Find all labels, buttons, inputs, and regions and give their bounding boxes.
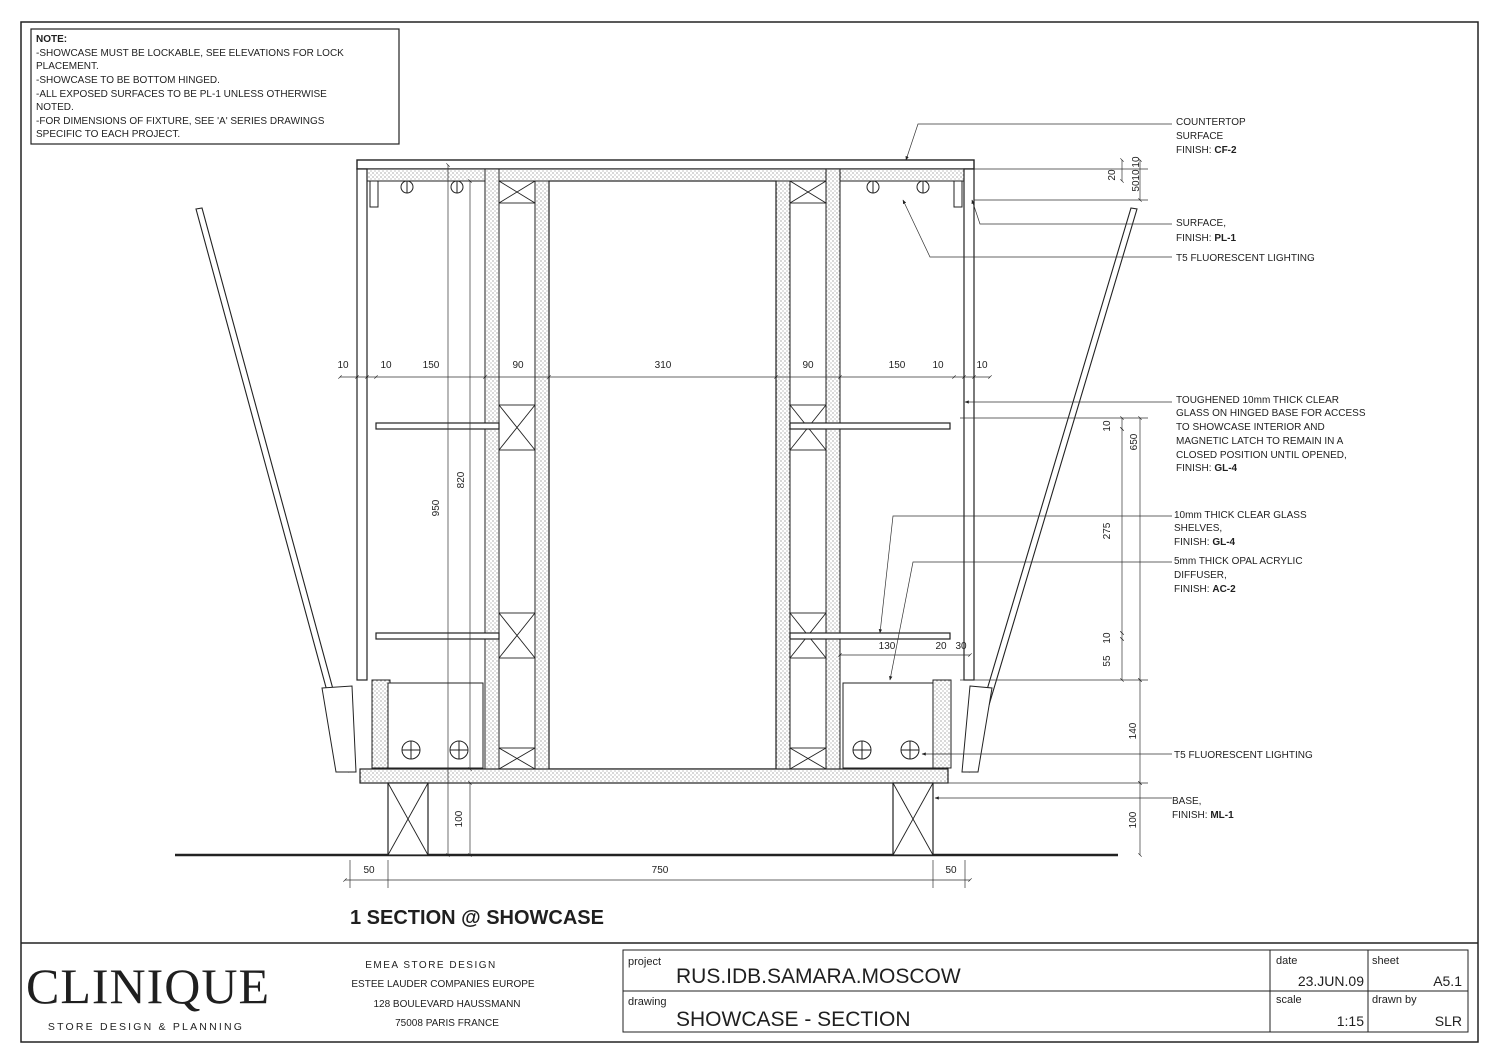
dim-label: 55 bbox=[1102, 655, 1113, 667]
note-line: -SHOWCASE TO BE BOTTOM HINGED. bbox=[36, 75, 220, 86]
dim-label: 275 bbox=[1102, 522, 1113, 540]
dim-label: 950 bbox=[431, 499, 442, 517]
door-hinge-left bbox=[322, 686, 356, 772]
dim-label: 820 bbox=[456, 471, 467, 489]
callout-finish: FINISH: CF-2 bbox=[1176, 145, 1237, 156]
light-box-right bbox=[843, 683, 933, 768]
callout-line: SHELVES, bbox=[1174, 523, 1223, 534]
callout-finish: FINISH: PL-1 bbox=[1176, 233, 1237, 244]
dim-label: 20 bbox=[935, 641, 947, 652]
note-line: SPECIFIC TO EACH PROJECT. bbox=[36, 129, 181, 140]
sheet-value: A5.1 bbox=[1433, 973, 1462, 989]
callout-line: TOUGHENED 10mm THICK CLEAR bbox=[1176, 395, 1339, 406]
side-wall-left bbox=[357, 169, 367, 680]
title-block bbox=[21, 943, 1478, 1033]
column-left-outer bbox=[485, 169, 499, 769]
project-label: project bbox=[628, 956, 662, 968]
dim-label: 10 bbox=[337, 360, 349, 371]
dim-label: 10 bbox=[932, 360, 944, 371]
company-logo: CLINIQUE bbox=[25, 958, 271, 1014]
address-line: EMEA STORE DESIGN bbox=[365, 960, 497, 971]
address-line: 75008 PARIS FRANCE bbox=[395, 1018, 499, 1029]
note-heading: NOTE: bbox=[36, 34, 68, 45]
dim-label: 310 bbox=[654, 360, 672, 371]
callout-line: BASE, bbox=[1172, 796, 1202, 807]
callout-line: SURFACE bbox=[1176, 131, 1224, 142]
dim-label: 750 bbox=[651, 865, 669, 876]
dim-label: 100 bbox=[454, 810, 465, 828]
column-right-outer bbox=[826, 169, 840, 769]
callout-line: SURFACE, bbox=[1176, 218, 1227, 229]
light-box-left bbox=[388, 683, 483, 768]
callout-line: 5mm THICK OPAL ACRYLIC bbox=[1174, 556, 1303, 567]
dim-label: 50 bbox=[1131, 180, 1142, 192]
dim-label: 100 bbox=[1128, 811, 1139, 829]
dim-label: 50 bbox=[363, 865, 375, 876]
drawing-value: SHOWCASE - SECTION bbox=[676, 1008, 911, 1031]
address-line: 128 BOULEVARD HAUSSMANN bbox=[373, 999, 521, 1010]
dim-label: 10 bbox=[1131, 169, 1142, 181]
dim-label: 20 bbox=[1107, 169, 1118, 181]
callout-line: DIFFUSER, bbox=[1174, 570, 1227, 581]
glass-shelf-right-upper bbox=[790, 423, 950, 429]
dim-label: 150 bbox=[888, 360, 906, 371]
dim-label: 140 bbox=[1128, 722, 1139, 740]
company-logo-subtitle: STORE DESIGN & PLANNING bbox=[47, 1021, 245, 1033]
callout-finish: FINISH: GL-4 bbox=[1176, 463, 1238, 474]
callout-finish: FINISH: AC-2 bbox=[1174, 584, 1236, 595]
dim-label: 50 bbox=[945, 865, 957, 876]
countertop bbox=[357, 160, 974, 169]
column-left-inner bbox=[535, 181, 549, 769]
dim-label: 130 bbox=[878, 641, 896, 652]
glass-shelf-right-lower bbox=[790, 633, 950, 639]
callout-line: CLOSED POSITION UNTIL OPENED, bbox=[1176, 450, 1347, 461]
project-value: RUS.IDB.SAMARA.MOSCOW bbox=[676, 965, 961, 988]
top-panel bbox=[367, 169, 964, 181]
glass-shelf-left-upper bbox=[376, 423, 499, 429]
note-line: -SHOWCASE MUST BE LOCKABLE, SEE ELEVATIONS FOR LOCK bbox=[36, 48, 344, 59]
callout-line: COUNTERTOP bbox=[1176, 117, 1246, 128]
callout-line: T5 FLUORESCENT LIGHTING bbox=[1176, 253, 1315, 264]
central-display bbox=[549, 181, 776, 769]
note-line: PLACEMENT. bbox=[36, 61, 99, 72]
note-line: -ALL EXPOSED SURFACES TO BE PL-1 UNLESS OTHERWISE bbox=[36, 89, 327, 100]
dim-label: 10 bbox=[1102, 632, 1113, 644]
drawn-by-label: drawn by bbox=[1372, 994, 1417, 1006]
dim-label: 90 bbox=[802, 360, 814, 371]
dim-label: 650 bbox=[1129, 433, 1140, 451]
callout-line: T5 FLUORESCENT LIGHTING bbox=[1174, 750, 1313, 761]
dim-label: 10 bbox=[380, 360, 392, 371]
dim-label: 90 bbox=[512, 360, 524, 371]
callout-line: TO SHOWCASE INTERIOR AND bbox=[1176, 422, 1325, 433]
glass-shelf-left-lower bbox=[376, 633, 499, 639]
scale-value: 1:15 bbox=[1336, 1013, 1364, 1029]
callout-line: 10mm THICK CLEAR GLASS bbox=[1174, 510, 1307, 521]
showcase-section bbox=[175, 160, 1137, 855]
dim-label: 10 bbox=[1131, 156, 1142, 168]
note-box bbox=[31, 29, 399, 144]
drawing-title: 1 SECTION @ SHOWCASE bbox=[350, 907, 604, 929]
dim-label: 30 bbox=[955, 641, 967, 652]
drawing-label: drawing bbox=[628, 996, 667, 1008]
scale-label: scale bbox=[1276, 994, 1302, 1006]
drawn-by-value: SLR bbox=[1434, 1013, 1462, 1029]
dim-label: 10 bbox=[976, 360, 988, 371]
side-wall-right bbox=[964, 169, 974, 680]
callout-finish: FINISH: GL-4 bbox=[1174, 537, 1236, 548]
note-line: -FOR DIMENSIONS OF FIXTURE, SEE 'A' SERIES DRAWINGS bbox=[36, 116, 325, 127]
callout-line: MAGNETIC LATCH TO REMAIN IN A bbox=[1176, 436, 1344, 447]
date-label: date bbox=[1276, 955, 1298, 967]
address-line: ESTEE LAUDER COMPANIES EUROPE bbox=[351, 979, 535, 990]
door-hinge-right bbox=[962, 686, 992, 772]
date-value: 23.JUN.09 bbox=[1297, 973, 1364, 989]
callout-finish: FINISH: ML-1 bbox=[1172, 810, 1234, 821]
callouts bbox=[1172, 117, 1366, 821]
column-right-inner bbox=[776, 181, 790, 769]
note-line: NOTED. bbox=[36, 102, 74, 113]
callout-line: GLASS ON HINGED BASE FOR ACCESS bbox=[1176, 408, 1366, 419]
dim-label: 150 bbox=[422, 360, 440, 371]
sheet-label: sheet bbox=[1372, 955, 1399, 967]
dim-label: 10 bbox=[1102, 420, 1113, 432]
